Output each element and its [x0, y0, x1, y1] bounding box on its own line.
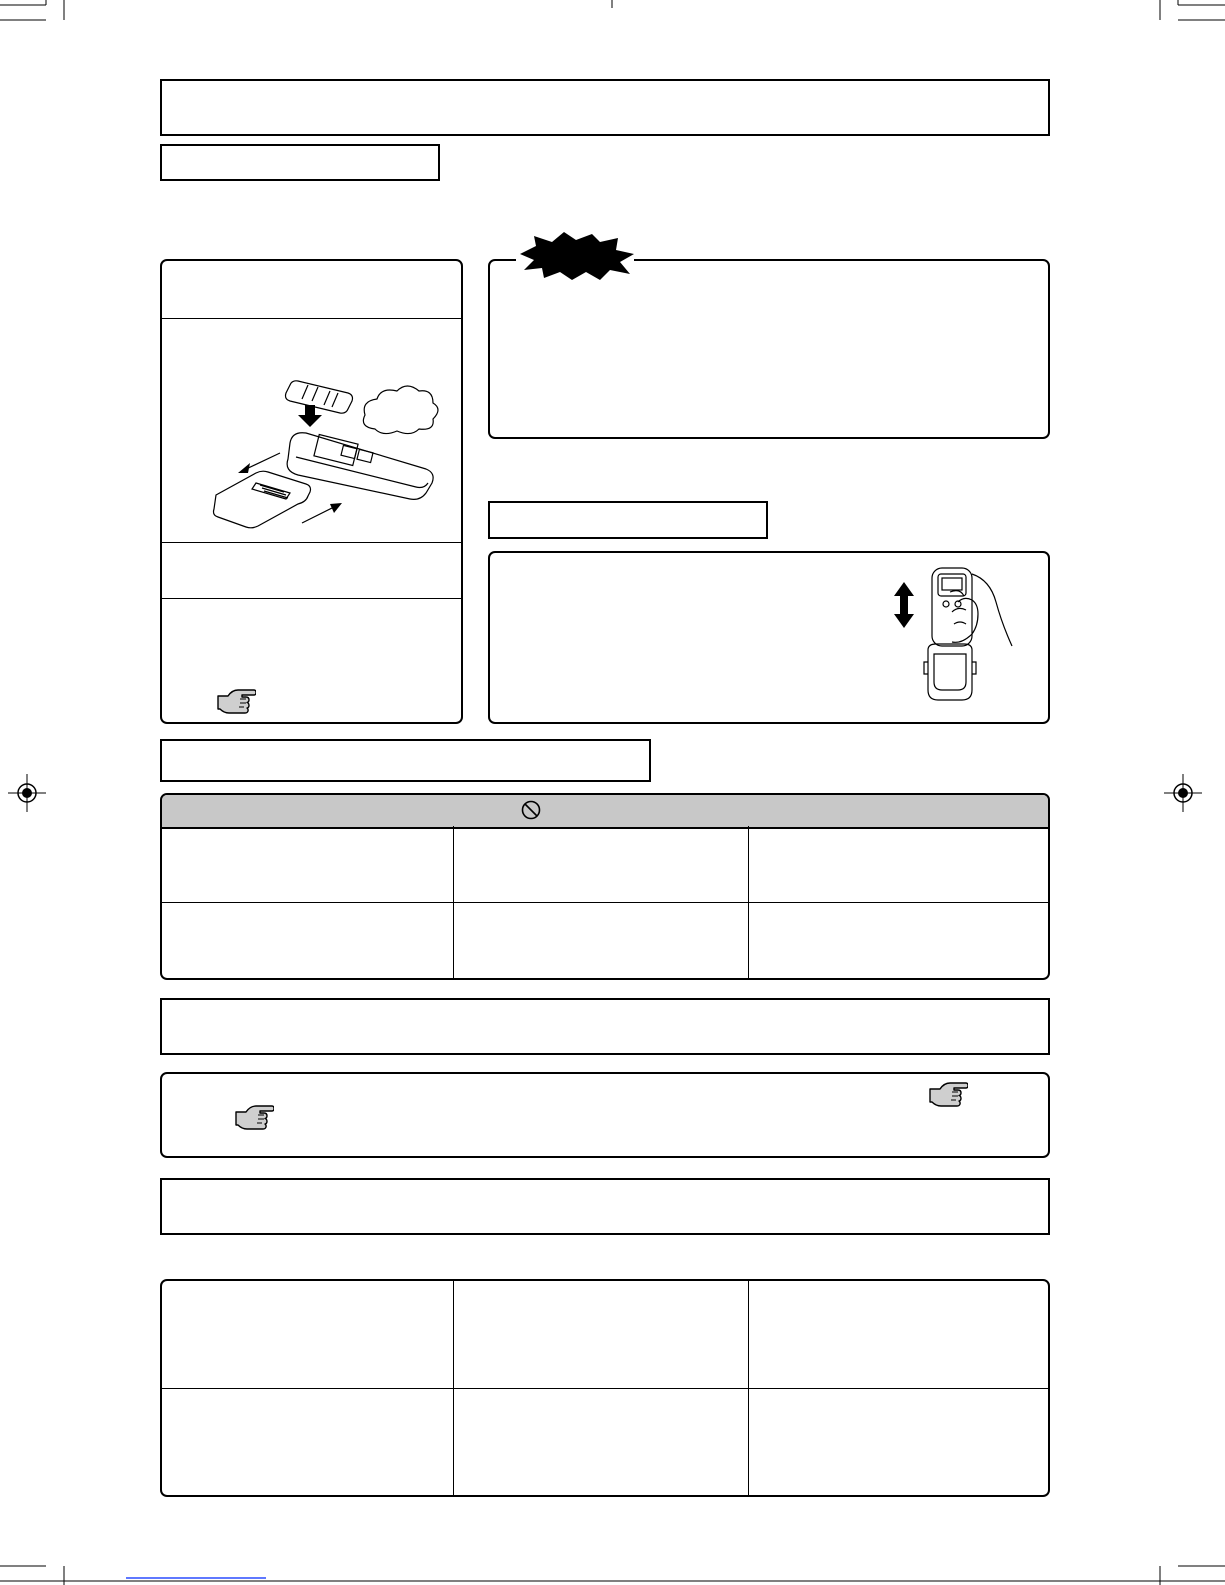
notice-reference-pointing-hand-icon-2[interactable] [234, 1104, 274, 1130]
caution-burst-icon [512, 232, 638, 282]
notice-panel [160, 1072, 1050, 1158]
battery-panel-divider-1 [161, 318, 462, 319]
battery-section-title [160, 144, 440, 181]
handling-section-title-text [162, 737, 178, 761]
banner-2 [160, 998, 1050, 1055]
registration-mark-right [1164, 774, 1202, 812]
banner-2-text [162, 996, 178, 1020]
holder-section-title [488, 501, 768, 539]
remote-holder-illustration [886, 562, 1018, 708]
handling-table-header [162, 795, 1048, 829]
handling-table-row-divider [161, 902, 1049, 903]
caution-panel [488, 259, 1050, 439]
battery-step-1-text [162, 257, 178, 281]
bottom-table-col-divider-1 [453, 1280, 454, 1496]
title-banner-text [162, 77, 178, 101]
battery-insertion-illustration [210, 365, 450, 540]
registration-mark-left [8, 774, 46, 812]
bottom-table-row-divider [161, 1388, 1049, 1389]
battery-section-title-text [162, 142, 178, 166]
battery-panel-divider-2 [161, 542, 462, 543]
battery-panel-divider-3 [161, 598, 462, 599]
prohibition-icon [520, 799, 542, 821]
banner-3 [160, 1178, 1050, 1235]
handling-table [160, 793, 1050, 980]
title-banner [160, 79, 1050, 136]
handling-section-title [160, 739, 651, 782]
notice-reference-pointing-hand-icon-1[interactable] [928, 1081, 968, 1107]
bottom-table-col-divider-2 [748, 1280, 749, 1496]
handling-table-col-divider-2 [748, 826, 749, 979]
handling-table-col-divider-1 [453, 826, 454, 979]
banner-3-text [162, 1176, 178, 1200]
holder-section-title-text [490, 499, 506, 523]
battery-reference-pointing-hand-icon[interactable] [216, 688, 256, 714]
